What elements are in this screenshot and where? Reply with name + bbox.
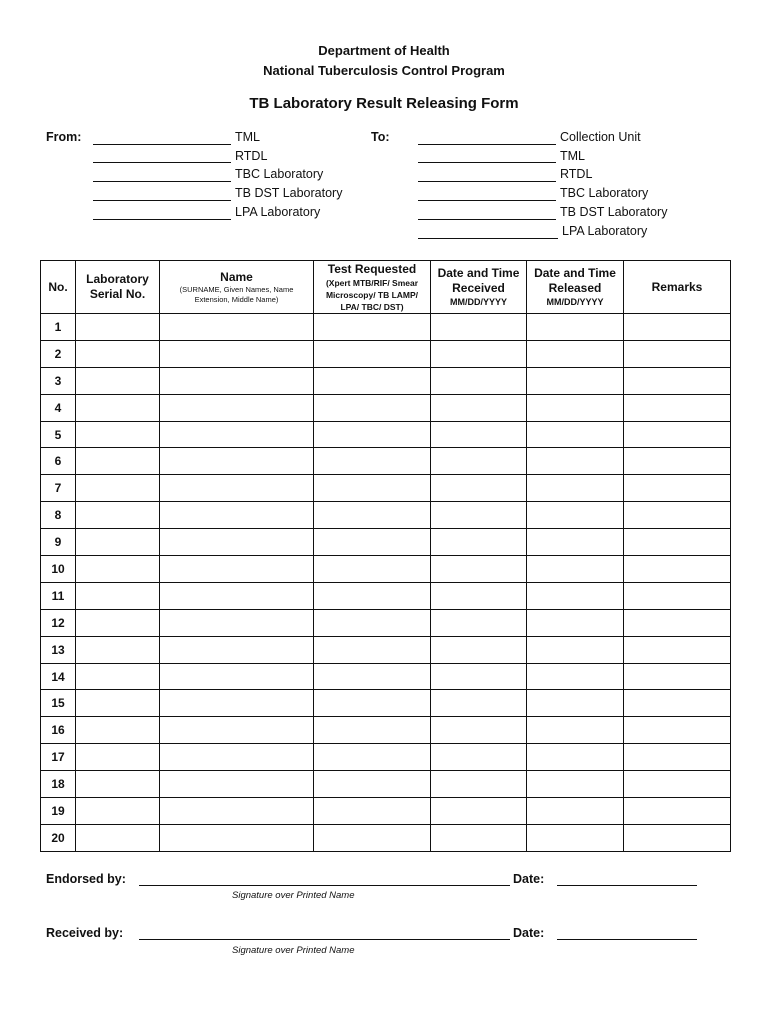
endorsed-date-line[interactable] bbox=[557, 885, 697, 886]
test-cell[interactable] bbox=[314, 636, 431, 663]
serial-cell[interactable] bbox=[76, 314, 160, 341]
name-cell[interactable] bbox=[160, 340, 314, 367]
released-cell[interactable] bbox=[527, 340, 624, 367]
remarks-cell[interactable] bbox=[624, 475, 731, 502]
remarks-cell[interactable] bbox=[624, 421, 731, 448]
remarks-cell[interactable] bbox=[624, 340, 731, 367]
name-cell[interactable] bbox=[160, 582, 314, 609]
from-blank-line[interactable] bbox=[93, 144, 231, 145]
received-cell[interactable] bbox=[431, 663, 527, 690]
test-cell[interactable] bbox=[314, 314, 431, 341]
program-heading: National Tuberculosis Control Program bbox=[263, 63, 505, 78]
endorsed-by-label: Endorsed by: bbox=[46, 872, 126, 886]
from-option: RTDL bbox=[235, 149, 268, 163]
serial-cell[interactable] bbox=[76, 582, 160, 609]
table-header-row bbox=[41, 261, 731, 314]
released-cell[interactable] bbox=[527, 448, 624, 475]
received-cell[interactable] bbox=[431, 367, 527, 394]
remarks-cell[interactable] bbox=[624, 609, 731, 636]
released-cell[interactable] bbox=[527, 690, 624, 717]
received-cell[interactable] bbox=[431, 529, 527, 556]
serial-cell[interactable] bbox=[76, 744, 160, 771]
remarks-cell[interactable] bbox=[624, 582, 731, 609]
row-number: 7 bbox=[41, 475, 76, 502]
name-cell[interactable] bbox=[160, 314, 314, 341]
name-cell[interactable] bbox=[160, 717, 314, 744]
name-cell[interactable] bbox=[160, 448, 314, 475]
to-blank-line[interactable] bbox=[418, 238, 558, 239]
test-cell[interactable] bbox=[314, 448, 431, 475]
name-cell[interactable] bbox=[160, 824, 314, 851]
to-blank-line[interactable] bbox=[418, 144, 556, 145]
serial-cell[interactable] bbox=[76, 394, 160, 421]
serial-cell[interactable] bbox=[76, 609, 160, 636]
remarks-cell[interactable] bbox=[624, 798, 731, 825]
to-label: To: bbox=[371, 130, 390, 144]
serial-cell[interactable] bbox=[76, 421, 160, 448]
to-blank-line[interactable] bbox=[418, 200, 556, 201]
table-row bbox=[41, 529, 731, 556]
name-cell[interactable] bbox=[160, 636, 314, 663]
received-date-line[interactable] bbox=[557, 939, 697, 940]
received-cell[interactable] bbox=[431, 340, 527, 367]
released-cell[interactable] bbox=[527, 421, 624, 448]
test-cell[interactable] bbox=[314, 798, 431, 825]
name-cell[interactable] bbox=[160, 609, 314, 636]
col-remarks-header: Remarks bbox=[624, 261, 731, 314]
table-row bbox=[41, 340, 731, 367]
received-cell[interactable] bbox=[431, 771, 527, 798]
received-signature-line[interactable] bbox=[139, 939, 510, 940]
test-cell[interactable] bbox=[314, 421, 431, 448]
table-row bbox=[41, 448, 731, 475]
row-number: 14 bbox=[41, 663, 76, 690]
from-blank-line[interactable] bbox=[93, 162, 231, 163]
serial-cell[interactable] bbox=[76, 824, 160, 851]
name-cell[interactable] bbox=[160, 421, 314, 448]
row-number: 19 bbox=[41, 798, 76, 825]
from-option: TML bbox=[235, 130, 260, 144]
test-cell[interactable] bbox=[314, 475, 431, 502]
table-row bbox=[41, 771, 731, 798]
released-cell[interactable] bbox=[527, 824, 624, 851]
remarks-cell[interactable] bbox=[624, 663, 731, 690]
row-number: 13 bbox=[41, 636, 76, 663]
name-subcaption: (SURNAME, Given Names, Name Extension, Middle Name) bbox=[179, 284, 294, 304]
name-cell[interactable] bbox=[160, 556, 314, 583]
remarks-cell[interactable] bbox=[624, 717, 731, 744]
row-number: 15 bbox=[41, 690, 76, 717]
row-number: 17 bbox=[41, 744, 76, 771]
serial-cell[interactable] bbox=[76, 556, 160, 583]
row-number: 16 bbox=[41, 717, 76, 744]
row-number: 12 bbox=[41, 609, 76, 636]
endorsed-signature-caption: Signature over Printed Name bbox=[232, 890, 355, 901]
serial-cell[interactable] bbox=[76, 636, 160, 663]
released-cell[interactable] bbox=[527, 771, 624, 798]
table-row bbox=[41, 394, 731, 421]
table-row bbox=[41, 582, 731, 609]
from-option: TBC Laboratory bbox=[235, 167, 324, 181]
table-row bbox=[41, 475, 731, 502]
name-cell[interactable] bbox=[160, 690, 314, 717]
endorsed-date-label: Date: bbox=[513, 872, 545, 886]
received-cell[interactable] bbox=[431, 556, 527, 583]
received-date-label: Date: bbox=[513, 926, 545, 940]
received-cell[interactable] bbox=[431, 502, 527, 529]
col-received-header: Date and Time Received MM/DD/YYYY bbox=[431, 261, 527, 314]
row-number: 1 bbox=[41, 314, 76, 341]
remarks-cell[interactable] bbox=[624, 448, 731, 475]
table-row bbox=[41, 421, 731, 448]
released-cell[interactable] bbox=[527, 475, 624, 502]
test-subcaption: (Xpert MTB/RIF/ Smear Microscopy/ TB LAMP/ LPA/ TBC/ DST) bbox=[325, 277, 419, 312]
table-row bbox=[41, 367, 731, 394]
table-row bbox=[41, 798, 731, 825]
remarks-cell[interactable] bbox=[624, 314, 731, 341]
to-blank-line[interactable] bbox=[418, 219, 556, 220]
received-cell[interactable] bbox=[431, 314, 527, 341]
table-row bbox=[41, 690, 731, 717]
test-cell[interactable] bbox=[314, 663, 431, 690]
test-cell[interactable] bbox=[314, 394, 431, 421]
released-cell[interactable] bbox=[527, 394, 624, 421]
to-blank-line[interactable] bbox=[418, 162, 556, 163]
remarks-cell[interactable] bbox=[624, 744, 731, 771]
test-cell[interactable] bbox=[314, 824, 431, 851]
name-cell[interactable] bbox=[160, 529, 314, 556]
to-blank-line[interactable] bbox=[418, 181, 556, 182]
name-cell[interactable] bbox=[160, 744, 314, 771]
table-row bbox=[41, 744, 731, 771]
from-blank-line[interactable] bbox=[93, 200, 231, 201]
to-option: TBC Laboratory bbox=[560, 186, 649, 200]
released-cell[interactable] bbox=[527, 609, 624, 636]
name-cell[interactable] bbox=[160, 475, 314, 502]
test-cell[interactable] bbox=[314, 582, 431, 609]
col-serial-header: Laboratory Serial No. bbox=[76, 261, 160, 314]
remarks-cell[interactable] bbox=[624, 636, 731, 663]
to-option: Collection Unit bbox=[560, 130, 641, 144]
serial-cell[interactable] bbox=[76, 475, 160, 502]
remarks-cell[interactable] bbox=[624, 529, 731, 556]
row-number: 4 bbox=[41, 394, 76, 421]
received-cell[interactable] bbox=[431, 394, 527, 421]
from-blank-line[interactable] bbox=[93, 219, 231, 220]
col-no-header: No. bbox=[41, 261, 76, 314]
released-cell[interactable] bbox=[527, 663, 624, 690]
received-cell[interactable] bbox=[431, 717, 527, 744]
received-cell[interactable] bbox=[431, 798, 527, 825]
serial-cell[interactable] bbox=[76, 367, 160, 394]
col-test-header: Test Requested (Xpert MTB/RIF/ Smear Microscopy/ TB LAMP/ LPA/ TBC/ DST) bbox=[314, 261, 431, 314]
received-cell[interactable] bbox=[431, 448, 527, 475]
endorsed-signature-line[interactable] bbox=[139, 885, 510, 886]
serial-cell[interactable] bbox=[76, 340, 160, 367]
name-cell[interactable] bbox=[160, 367, 314, 394]
received-cell[interactable] bbox=[431, 475, 527, 502]
serial-cell[interactable] bbox=[76, 690, 160, 717]
released-cell[interactable] bbox=[527, 502, 624, 529]
remarks-cell[interactable] bbox=[624, 556, 731, 583]
form-title: TB Laboratory Result Releasing Form bbox=[249, 95, 519, 112]
test-cell[interactable] bbox=[314, 609, 431, 636]
released-format: MM/DD/YYYY bbox=[546, 297, 604, 307]
remarks-cell[interactable] bbox=[624, 367, 731, 394]
row-number: 5 bbox=[41, 421, 76, 448]
table-row bbox=[41, 609, 731, 636]
department-heading: Department of Health bbox=[318, 43, 450, 58]
row-number: 11 bbox=[41, 582, 76, 609]
name-cell[interactable] bbox=[160, 771, 314, 798]
col-released-header: Date and Time Released MM/DD/YYYY bbox=[527, 261, 624, 314]
to-option: RTDL bbox=[560, 167, 593, 181]
released-cell[interactable] bbox=[527, 744, 624, 771]
name-cell[interactable] bbox=[160, 502, 314, 529]
received-cell[interactable] bbox=[431, 636, 527, 663]
serial-cell[interactable] bbox=[76, 502, 160, 529]
received-format: MM/DD/YYYY bbox=[449, 297, 507, 307]
test-cell[interactable] bbox=[314, 717, 431, 744]
from-option: LPA Laboratory bbox=[235, 205, 321, 219]
row-number: 18 bbox=[41, 771, 76, 798]
test-cell[interactable] bbox=[314, 502, 431, 529]
received-cell[interactable] bbox=[431, 690, 527, 717]
table-row bbox=[41, 636, 731, 663]
serial-cell[interactable] bbox=[76, 529, 160, 556]
test-cell[interactable] bbox=[314, 556, 431, 583]
remarks-cell[interactable] bbox=[624, 502, 731, 529]
serial-cell[interactable] bbox=[76, 771, 160, 798]
released-cell[interactable] bbox=[527, 556, 624, 583]
received-cell[interactable] bbox=[431, 824, 527, 851]
row-number: 20 bbox=[41, 824, 76, 851]
row-number: 3 bbox=[41, 367, 76, 394]
test-cell[interactable] bbox=[314, 771, 431, 798]
row-number: 10 bbox=[41, 556, 76, 583]
received-signature-caption: Signature over Printed Name bbox=[232, 945, 355, 956]
remarks-cell[interactable] bbox=[624, 771, 731, 798]
row-number: 9 bbox=[41, 529, 76, 556]
to-option: TML bbox=[560, 149, 585, 163]
released-cell[interactable] bbox=[527, 367, 624, 394]
test-cell[interactable] bbox=[314, 529, 431, 556]
table-row bbox=[41, 824, 731, 851]
serial-cell[interactable] bbox=[76, 717, 160, 744]
row-number: 8 bbox=[41, 502, 76, 529]
remarks-cell[interactable] bbox=[624, 690, 731, 717]
received-cell[interactable] bbox=[431, 582, 527, 609]
received-cell[interactable] bbox=[431, 421, 527, 448]
released-cell[interactable] bbox=[527, 636, 624, 663]
table-row bbox=[41, 502, 731, 529]
table-row bbox=[41, 663, 731, 690]
remarks-cell[interactable] bbox=[624, 394, 731, 421]
test-cell[interactable] bbox=[314, 690, 431, 717]
name-cell[interactable] bbox=[160, 798, 314, 825]
from-blank-line[interactable] bbox=[93, 181, 231, 182]
to-option: TB DST Laboratory bbox=[560, 205, 668, 219]
col-name-header: Name (SURNAME, Given Names, Name Extension, Middle Name) bbox=[160, 261, 314, 314]
received-cell[interactable] bbox=[431, 744, 527, 771]
serial-cell[interactable] bbox=[76, 663, 160, 690]
released-cell[interactable] bbox=[527, 582, 624, 609]
test-cell[interactable] bbox=[314, 340, 431, 367]
row-number: 2 bbox=[41, 340, 76, 367]
released-cell[interactable] bbox=[527, 798, 624, 825]
name-cell[interactable] bbox=[160, 663, 314, 690]
results-table bbox=[40, 260, 731, 852]
released-cell[interactable] bbox=[527, 717, 624, 744]
test-cell[interactable] bbox=[314, 367, 431, 394]
from-label: From: bbox=[46, 130, 82, 144]
table-row bbox=[41, 717, 731, 744]
remarks-cell[interactable] bbox=[624, 824, 731, 851]
serial-cell[interactable] bbox=[76, 448, 160, 475]
name-cell[interactable] bbox=[160, 394, 314, 421]
received-cell[interactable] bbox=[431, 609, 527, 636]
serial-cell[interactable] bbox=[76, 798, 160, 825]
table-row bbox=[41, 556, 731, 583]
released-cell[interactable] bbox=[527, 529, 624, 556]
test-cell[interactable] bbox=[314, 744, 431, 771]
table-row bbox=[41, 314, 731, 341]
released-cell[interactable] bbox=[527, 314, 624, 341]
received-by-label: Received by: bbox=[46, 926, 124, 940]
row-number: 6 bbox=[41, 448, 76, 475]
from-option: TB DST Laboratory bbox=[235, 186, 343, 200]
to-option: LPA Laboratory bbox=[562, 224, 648, 238]
